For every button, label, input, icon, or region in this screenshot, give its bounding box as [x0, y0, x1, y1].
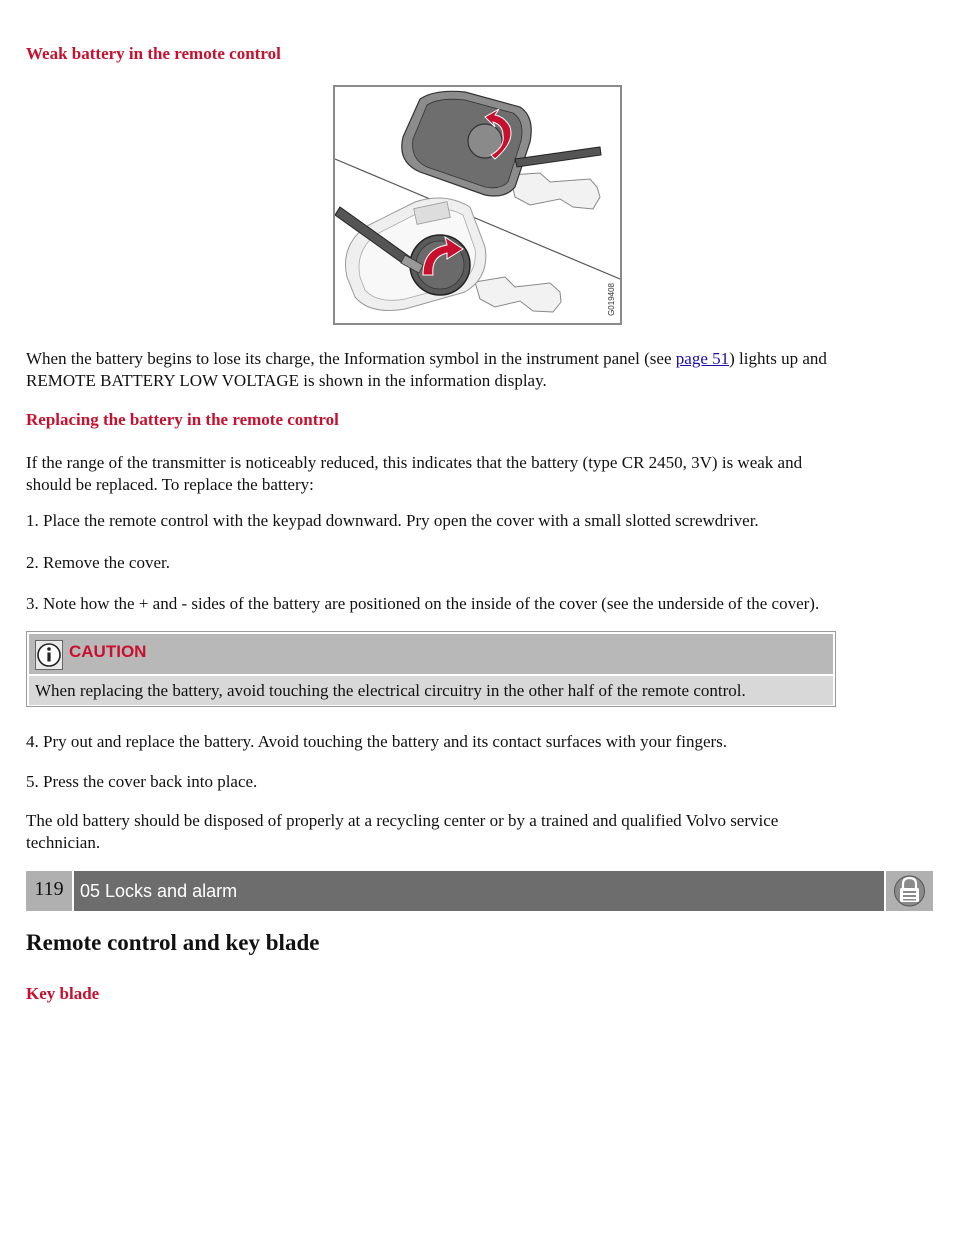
figure-code: G019408	[607, 283, 616, 316]
info-icon	[35, 640, 63, 670]
paragraph-disposal	[26, 810, 936, 854]
caution-text: When replacing the battery, avoid touching the electrical circuitry in the other half of the remote control.	[29, 676, 833, 705]
step-3: 3. Note how the + and - sides of the battery are positioned on the inside of the cover (see the underside of the cover).	[26, 594, 820, 613]
step-5: 5. Press the cover back into place.	[26, 772, 258, 791]
caution-box	[26, 631, 836, 707]
subheading-key-blade: Key blade	[26, 984, 100, 1003]
paragraph-intro	[26, 452, 936, 496]
page-51-link[interactable]: page 51	[675, 349, 730, 368]
chapter-title: 05 Locks and alarm	[74, 871, 884, 911]
section-heading-replacing-battery: Replacing the battery in the remote control	[26, 410, 339, 429]
disposal-line-1: The old battery should be disposed of properly at a recycling center or by a trained and qualified Volvo service	[26, 811, 779, 830]
section-heading-remote-key-blade: Remote control and key blade	[26, 930, 320, 955]
remote-battery-illustration	[333, 85, 622, 325]
intro-line-2: should be replaced. To replace the battery:	[26, 475, 314, 494]
caution-title: CAUTION	[69, 642, 147, 661]
paragraph-text-before-link: When the battery begins to lose its charge, the Information symbol in the instrument panel (see	[26, 349, 676, 368]
section-heading-weak-battery: Weak battery in the remote control	[26, 44, 281, 63]
step-2: 2. Remove the cover.	[26, 553, 170, 572]
paragraph-line-2: REMOTE BATTERY LOW VOLTAGE is shown in the information display.	[26, 371, 547, 390]
padlock-icon-box	[886, 871, 933, 911]
caution-header	[29, 634, 833, 674]
remote-illustration-svg	[335, 87, 620, 323]
page-number: 119	[26, 871, 72, 911]
paragraph-text-after-link: ) lights up and	[729, 349, 827, 368]
paragraph-battery-charge	[26, 348, 936, 392]
step-4: 4. Pry out and replace the battery. Avoid touching the battery and its contact surfaces with your fingers.	[26, 732, 728, 751]
intro-line-1: If the range of the transmitter is noticeably reduced, this indicates that the battery (type CR 2450, 3V) is weak and	[26, 453, 803, 472]
padlock-icon	[886, 871, 933, 911]
step-1: 1. Place the remote control with the keypad downward. Pry open the cover with a small slotted screwdriver.	[26, 511, 759, 530]
disposal-line-2: technician.	[26, 833, 101, 852]
chapter-bar	[26, 871, 933, 911]
